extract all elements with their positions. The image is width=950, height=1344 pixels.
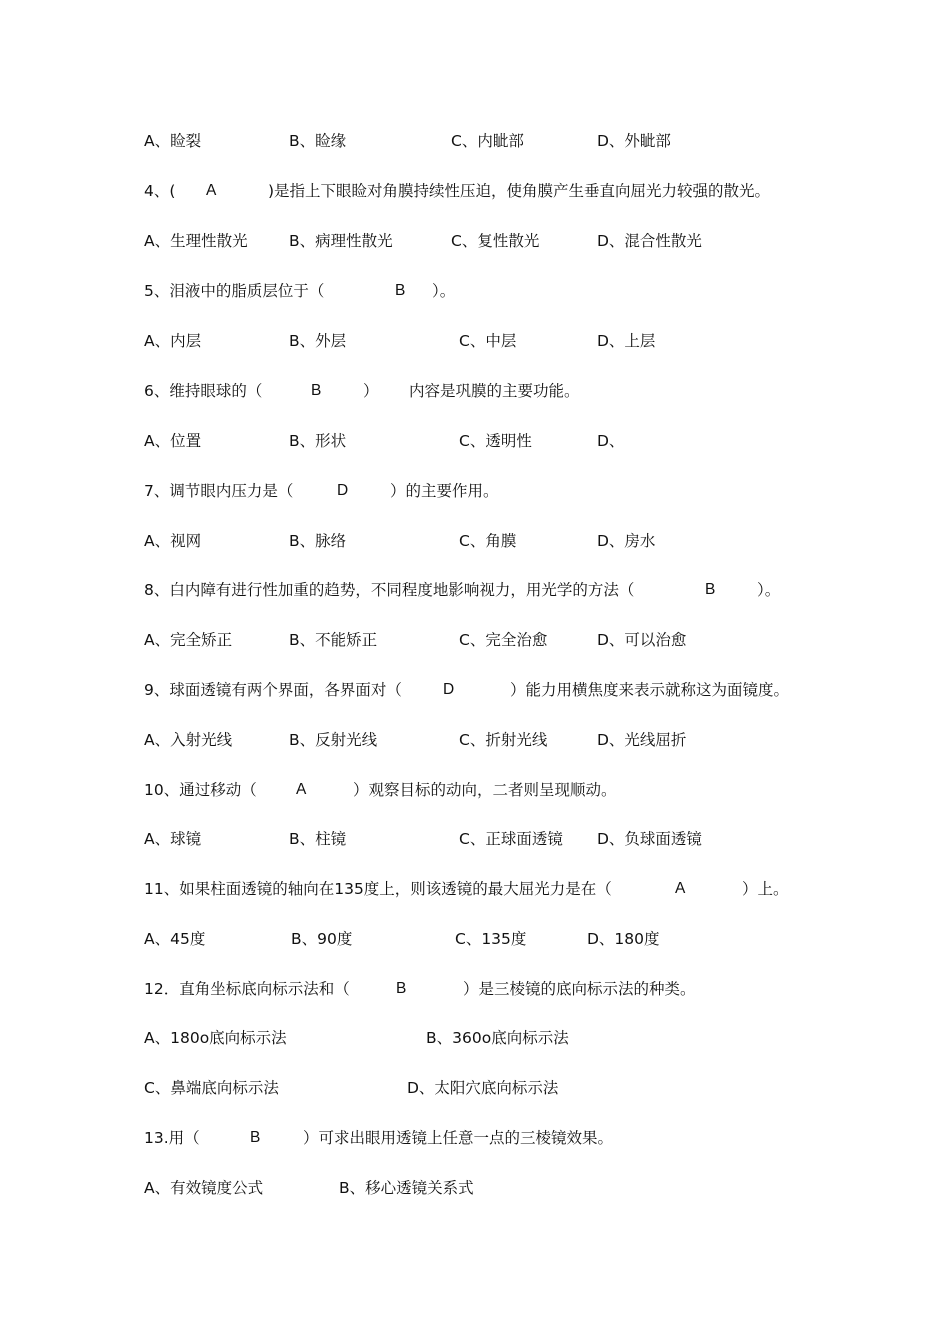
q13-options bbox=[0, 1178, 474, 1238]
q12-option-c: C、鼻端底向标示法 bbox=[144, 1079, 279, 1097]
q5-option-a: A、内层 bbox=[144, 332, 202, 350]
q7-suffix: ）的主要作用。 bbox=[390, 482, 499, 500]
q4-prefix: 4、( bbox=[144, 182, 176, 200]
q11-option-a: A、45度 bbox=[144, 930, 206, 948]
q11-suffix: ）上。 bbox=[742, 880, 789, 898]
q8-option-a: A、完全矫正 bbox=[144, 631, 233, 649]
q6-option-c: C、透明性 bbox=[459, 432, 532, 450]
q8-answer: B bbox=[705, 581, 716, 598]
q9-option-c: C、折射光线 bbox=[459, 731, 548, 749]
q12-prefix: 12．直角坐标底向标示法和（ bbox=[144, 980, 350, 998]
q10-option-b: B、柱镜 bbox=[289, 830, 347, 848]
q7-option-d: D、房水 bbox=[597, 532, 656, 550]
q4-option-a: A、生理性散光 bbox=[144, 232, 248, 250]
q6-prefix: 6、维持眼球的（ bbox=[144, 382, 263, 400]
q9-answer: D bbox=[443, 681, 455, 698]
q3-option-b: B、睑缘 bbox=[289, 132, 347, 150]
q3-option-c: C、内眦部 bbox=[451, 132, 524, 150]
q9-option-d: D、光线屈折 bbox=[597, 731, 687, 749]
q10-suffix: ）观察目标的动向，二者则呈现顺动。 bbox=[353, 781, 617, 799]
q8-option-b: B、不能矫正 bbox=[289, 631, 378, 649]
q3-option-a: A、睑裂 bbox=[144, 132, 202, 150]
q13-suffix: ）可求出眼用透镜上任意一点的三棱镜效果。 bbox=[303, 1129, 614, 1147]
q6-suffix: 内容是巩膜的主要功能。 bbox=[409, 382, 580, 400]
q10-answer: A bbox=[296, 781, 307, 798]
q11-option-d: D、180度 bbox=[587, 930, 660, 948]
q8-option-d: D、可以治愈 bbox=[597, 631, 687, 649]
q9-suffix: ）能力用横焦度来表示就称这为面镜度。 bbox=[510, 681, 790, 699]
q5-option-c: C、中层 bbox=[459, 332, 517, 350]
q12-suffix: ）是三棱镜的底向标示法的种类。 bbox=[463, 980, 696, 998]
q9-prefix: 9、球面透镜有两个界面，各界面对（ bbox=[144, 681, 402, 699]
q9-option-b: B、反射光线 bbox=[289, 731, 378, 749]
q11-option-b: B、90度 bbox=[291, 930, 353, 948]
q13-prefix: 13.用（ bbox=[144, 1129, 200, 1147]
q7-option-b: B、脉络 bbox=[289, 532, 347, 550]
q12-option-b: B、360o底向标示法 bbox=[426, 1029, 569, 1047]
q6-option-d: D、 bbox=[597, 432, 625, 450]
q12-answer: B bbox=[396, 980, 407, 997]
q6-option-b: B、形状 bbox=[289, 432, 347, 450]
q9-option-a: A、入射光线 bbox=[144, 731, 233, 749]
q7-prefix: 7、调节眼内压力是（ bbox=[144, 482, 294, 500]
q5-option-d: D、上层 bbox=[597, 332, 656, 350]
q8-suffix: ）。 bbox=[757, 581, 781, 599]
q10-option-d: D、负球面透镜 bbox=[597, 830, 702, 848]
q4-answer: A bbox=[206, 182, 217, 199]
q6-option-a: A、位置 bbox=[144, 432, 202, 450]
q12-option-a: A、180o底向标示法 bbox=[144, 1029, 287, 1047]
q5-answer: B bbox=[395, 282, 406, 299]
q8-prefix: 8、白内障有进行性加重的趋势，不同程度地影响视力，用光学的方法（ bbox=[144, 581, 635, 599]
q5-prefix: 5、泪液中的脂质层位于（ bbox=[144, 282, 325, 300]
q6-answer: B bbox=[311, 382, 322, 399]
q11-answer: A bbox=[675, 880, 686, 897]
q12-option-d: D、太阳穴底向标示法 bbox=[407, 1079, 559, 1097]
q7-option-a: A、视网 bbox=[144, 532, 202, 550]
q7-answer: D bbox=[337, 482, 349, 499]
q4-option-d: D、混合性散光 bbox=[597, 232, 702, 250]
q8-option-c: C、完全治愈 bbox=[459, 631, 548, 649]
q5-suffix: ）。 bbox=[432, 282, 456, 300]
q6-close: ） bbox=[363, 382, 379, 400]
q4-option-b: B、病理性散光 bbox=[289, 232, 393, 250]
q13-option-b: B、移心透镜关系式 bbox=[339, 1179, 474, 1197]
q10-option-c: C、正球面透镜 bbox=[459, 830, 563, 848]
q10-prefix: 10、通过移动（ bbox=[144, 781, 257, 799]
q10-option-a: A、球镜 bbox=[144, 830, 202, 848]
q5-option-b: B、外层 bbox=[289, 332, 347, 350]
q13-answer: B bbox=[250, 1129, 261, 1146]
q7-option-c: C、角膜 bbox=[459, 532, 517, 550]
q11-prefix: 11、如果柱面透镜的轴向在135度上，则该透镜的最大屈光力是在（ bbox=[144, 880, 612, 898]
q13-option-a: A、有效镜度公式 bbox=[144, 1179, 264, 1197]
q3-option-d: D、外眦部 bbox=[597, 132, 671, 150]
q4-option-c: C、复性散光 bbox=[451, 232, 540, 250]
q11-option-c: C、135度 bbox=[455, 930, 527, 948]
q4-suffix: )是指上下眼睑对角膜持续性压迫，使角膜产生垂直向屈光力较强的散光。 bbox=[268, 182, 771, 200]
